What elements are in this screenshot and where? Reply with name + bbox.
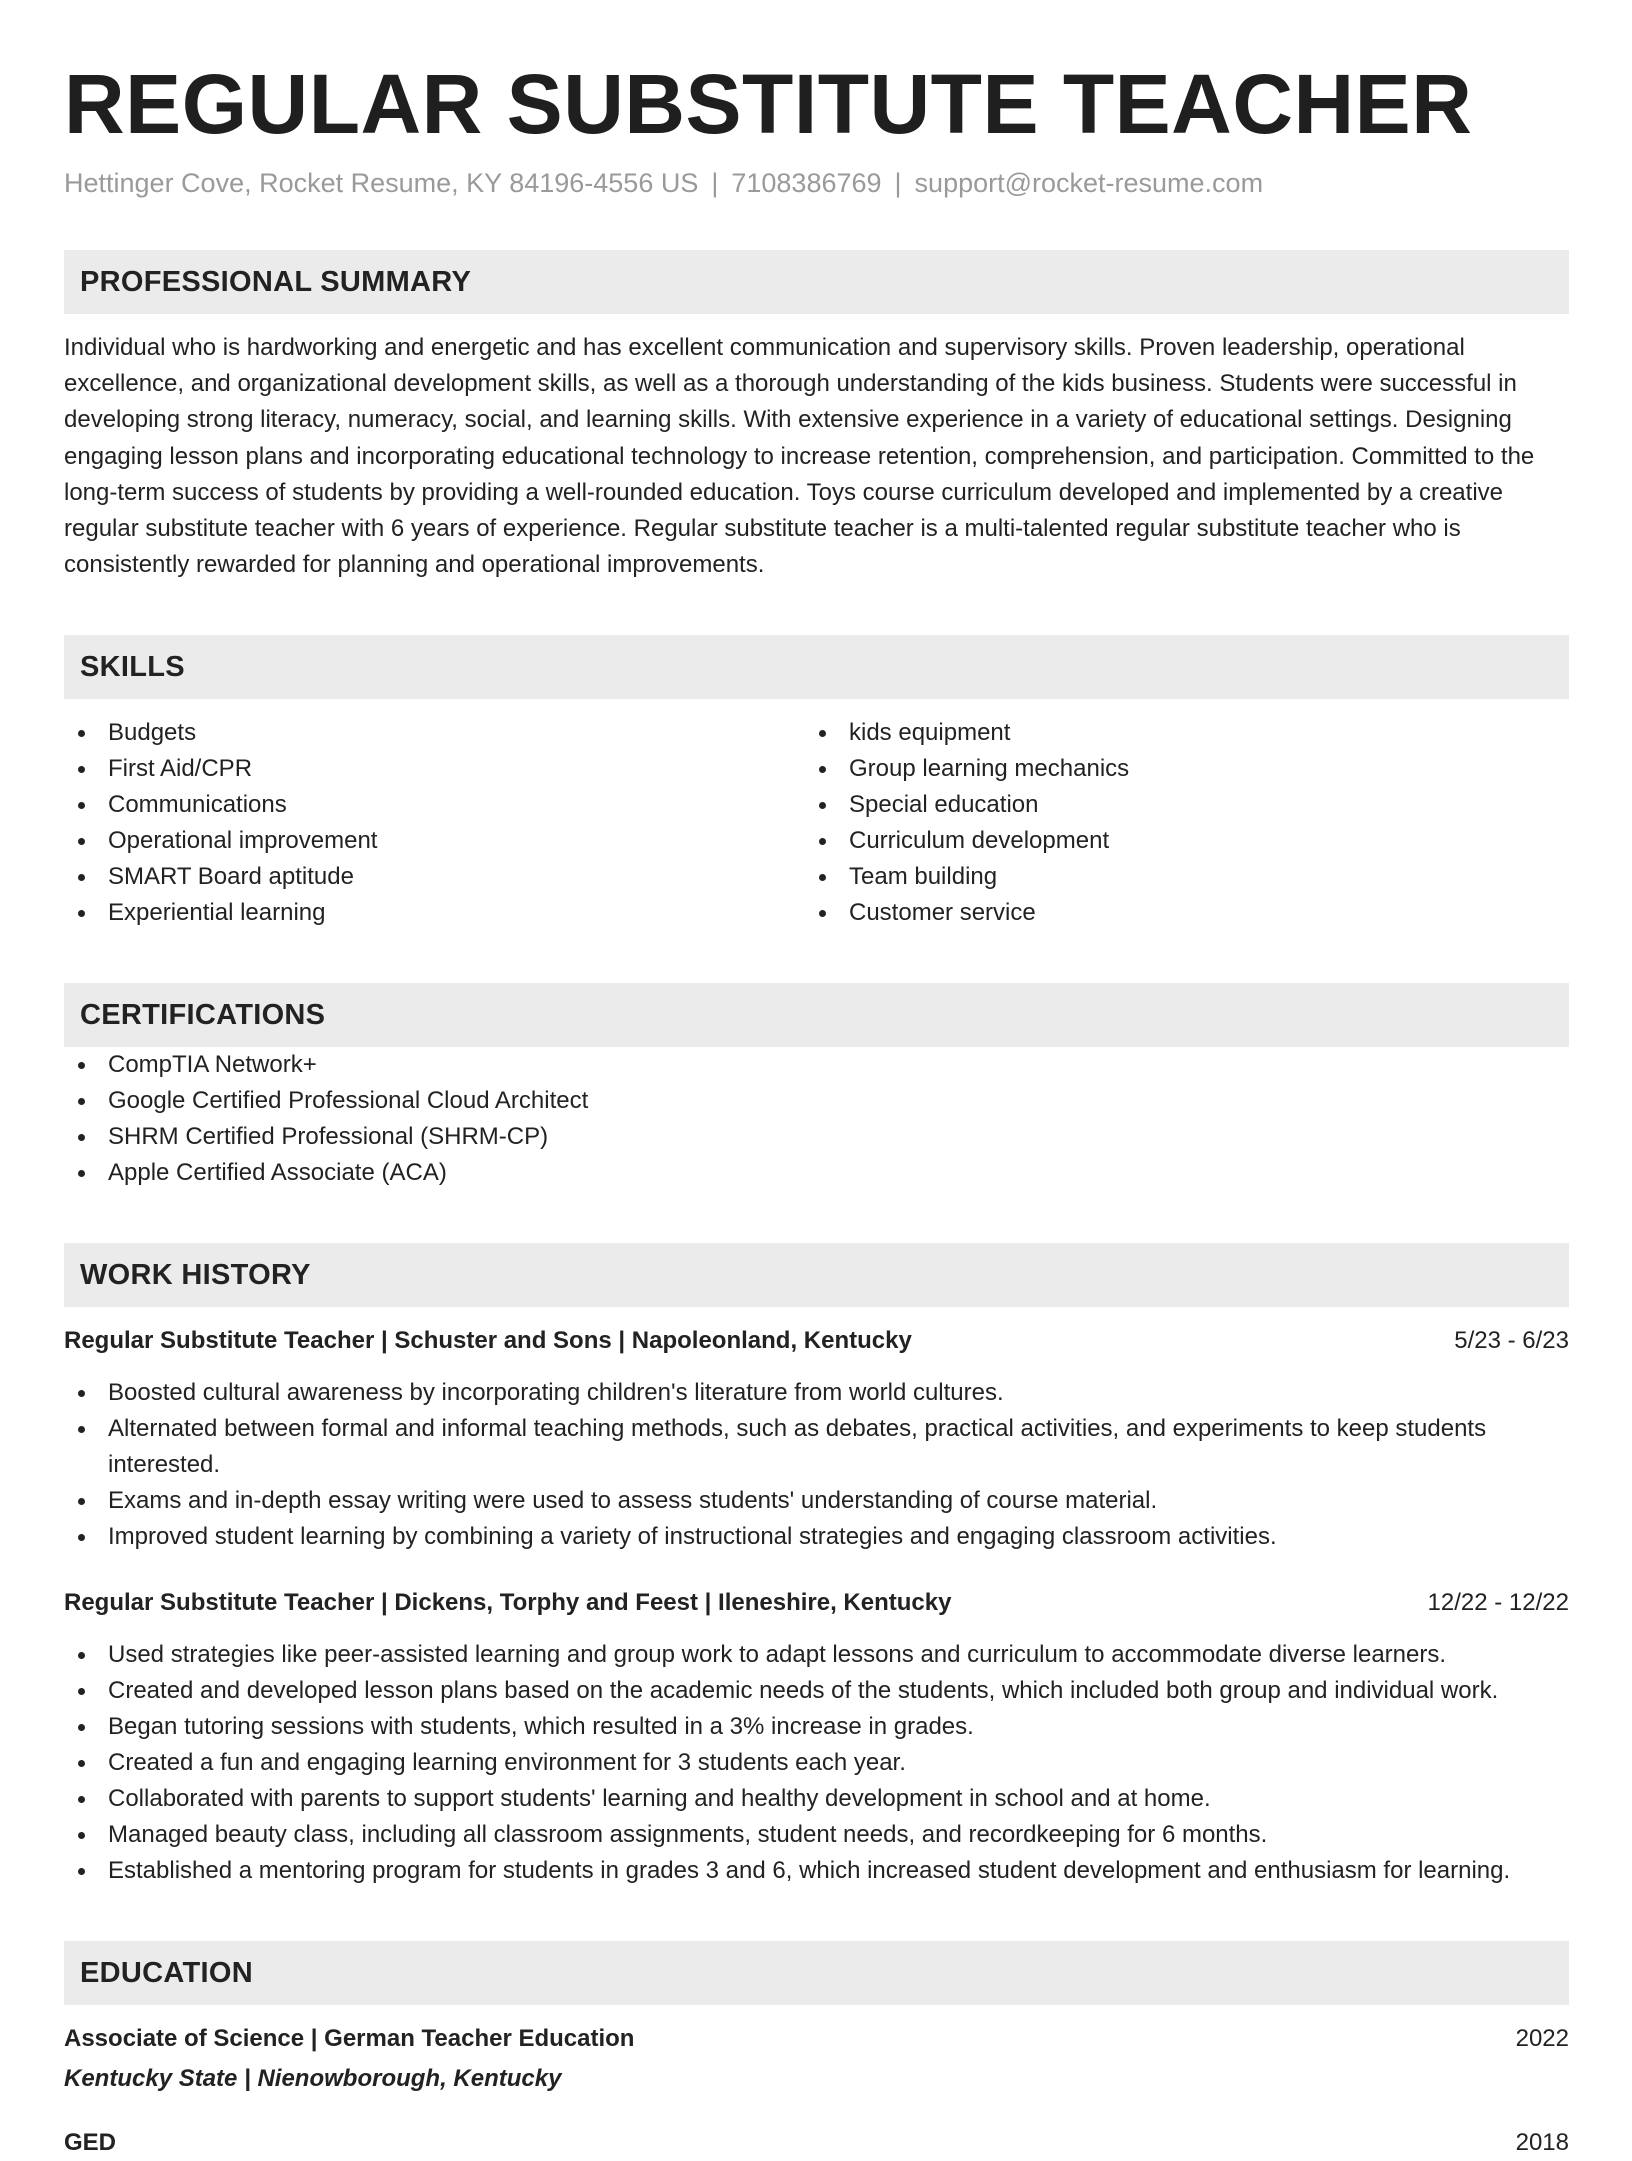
job-bullet: Created and developed lesson plans based on the academic needs of the students, which included both group and individual work. [64,1673,1569,1709]
education-section [64,1941,1569,2161]
skills-list-right [805,715,1546,931]
skill-item: Operational improvement [64,823,805,859]
job-bullet: Managed beauty class, including all classroom assignments, student needs, and recordkeeping for 6 months. [64,1817,1569,1853]
job-bullet: Created a fun and engaging learning environment for 3 students each year. [64,1745,1569,1781]
education-year: 2018 [1515,2129,1569,2157]
skill-item: Group learning mechanics [805,751,1546,787]
education-header [64,2125,1569,2161]
job-bullet: Exams and in-depth essay writing were used to assess students' understanding of course material. [64,1483,1569,1519]
skill-item: Budgets [64,715,805,751]
skill-item: Curriculum development [805,823,1546,859]
skill-item: Team building [805,859,1546,895]
certification-item: CompTIA Network+ [64,1047,1569,1083]
job-dates: 5/23 - 6/23 [1454,1327,1569,1355]
job-bullet: Began tutoring sessions with students, which resulted in a 3% increase in grades. [64,1709,1569,1745]
education-header [64,2021,1569,2057]
job-entry [64,1585,1569,1889]
contact-phone: 7108386769 [731,168,882,198]
job-bullets [64,1375,1569,1555]
skill-item: Customer service [805,895,1546,931]
job-entry [64,1323,1569,1555]
job-bullet: Improved student learning by combining a variety of instructional strategies and engaging classroom activities. [64,1519,1569,1555]
certification-item: SHRM Certified Professional (SHRM-CP) [64,1119,1569,1155]
job-bullet: Established a mentoring program for students in grades 3 and 6, which increased student development and enthusiasm for learning. [64,1853,1569,1889]
skill-item: Experiential learning [64,895,805,931]
skills-heading: SKILLS [64,635,1569,699]
skills-grid [64,715,1569,931]
job-bullet: Used strategies like peer-assisted learning and group work to adapt lessons and curriculum to accommodate diverse learners. [64,1637,1569,1673]
job-bullet: Alternated between formal and informal teaching methods, such as debates, practical activities, and experiments to keep students interested. [64,1411,1569,1483]
job-header [64,1323,1569,1359]
education-degree: Associate of Science | German Teacher Education [64,2025,635,2053]
summary-text: Individual who is hardworking and energetic and has excellent communication and supervisory skills. Proven leadership, operational excellence, and organizational development skills, as well as a thorough understanding of the kids business. Students were successful in developing strong literacy, numeracy, social, and learning skills. With extensive experience in a variety of educational settings. Designing engaging lesson plans and incorporating educational technology to increase retention, comprehension, and participation. Committed to the long-term success of students by providing a well-rounded education. Toys course curriculum developed and implemented by a creative regular substitute teacher with 6 years of experience. Regular substitute teacher is a multi-talented regular substitute teacher who is consistently rewarded for planning and operational improvements. [64,334,1535,579]
certifications-section [64,983,1569,1191]
job-bullet: Boosted cultural awareness by incorporating children's literature from world cultures. [64,1375,1569,1411]
education-heading: EDUCATION [64,1941,1569,2005]
education-entry [64,2021,1569,2097]
job-header [64,1585,1569,1621]
job-title: Regular Substitute Teacher | Dickens, Torphy and Feest | Ileneshire, Kentucky [64,1589,952,1617]
contact-address: Hettinger Cove, Rocket Resume, KY 84196-4556 US [64,168,699,198]
job-bullet: Collaborated with parents to support students' learning and healthy development in school and at home. [64,1781,1569,1817]
contact-separator: | [711,168,719,198]
skill-item: First Aid/CPR [64,751,805,787]
contact-separator: | [894,168,902,198]
certification-item: Google Certified Professional Cloud Architect [64,1083,1569,1119]
skills-section [64,635,1569,931]
work-history-heading: WORK HISTORY [64,1243,1569,1307]
contact-email: support@rocket-resume.com [914,168,1264,198]
job-dates: 12/22 - 12/22 [1427,1589,1569,1617]
resume-name: REGULAR SUBSTITUTE TEACHER [64,57,1473,151]
certification-item: Apple Certified Associate (ACA) [64,1155,1569,1191]
skill-item: SMART Board aptitude [64,859,805,895]
education-degree: GED [64,2129,117,2157]
skills-list-left [64,715,805,931]
summary-section [64,250,1569,583]
education-year: 2022 [1515,2025,1569,2053]
certifications-heading: CERTIFICATIONS [64,983,1569,1047]
summary-heading: PROFESSIONAL SUMMARY [64,250,1569,314]
skill-item: Special education [805,787,1546,823]
job-bullets [64,1637,1569,1889]
work-history-section [64,1243,1569,1889]
contact-line [64,166,1569,200]
education-school: Kentucky State | Nienowborough, Kentucky [64,2065,562,2093]
education-entry [64,2125,1569,2161]
certifications-list [64,1047,1569,1191]
job-title: Regular Substitute Teacher | Schuster and Sons | Napoleonland, Kentucky [64,1327,912,1355]
skill-item: Communications [64,787,805,823]
skill-item: kids equipment [805,715,1546,751]
